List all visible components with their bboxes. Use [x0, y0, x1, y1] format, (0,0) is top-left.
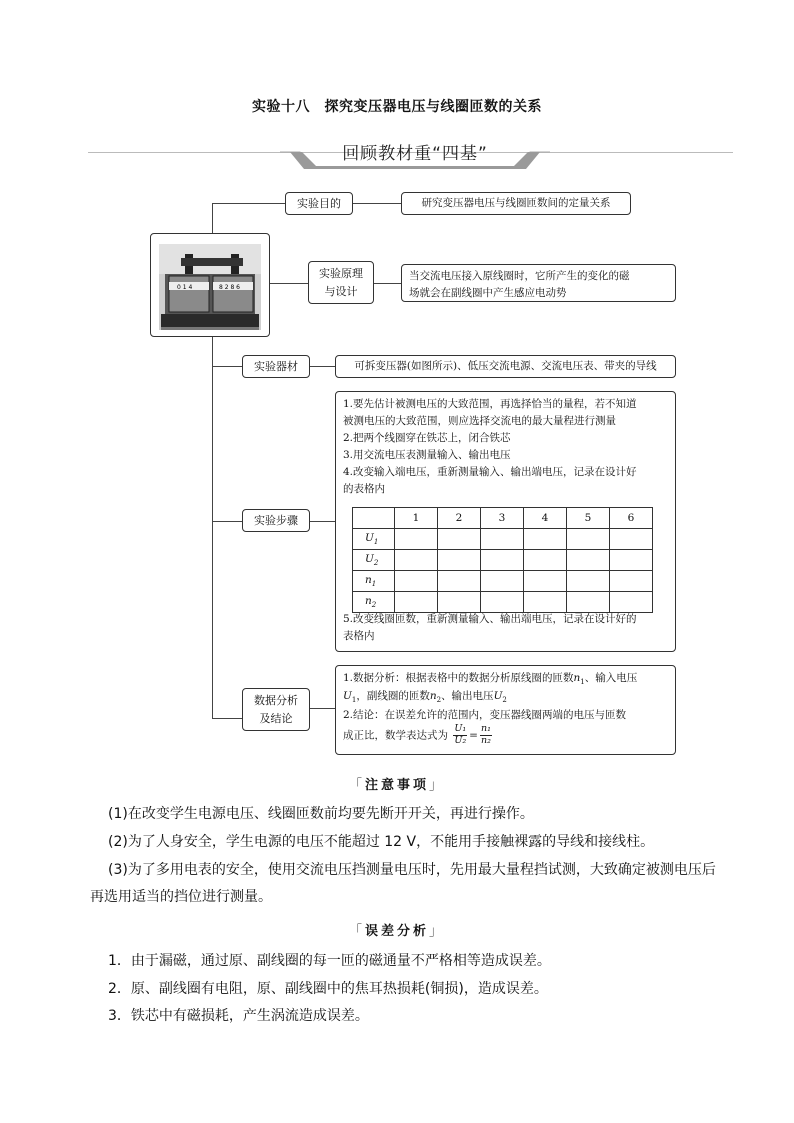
table-cell	[567, 571, 610, 592]
step-line: 被测电压的大致范围，则应选择交流电的最大量程进行测量	[343, 415, 616, 427]
table-cell	[610, 550, 653, 571]
table-row	[353, 571, 653, 592]
purpose-label: 实验目的	[285, 192, 353, 215]
steps-label: 实验步骤	[242, 509, 310, 532]
table-header-cell: 1	[395, 508, 438, 529]
step-line: 的表格内	[343, 483, 385, 495]
error-item: 3．铁芯中有磁损耗，产生涡流造成误差。	[108, 1008, 369, 1024]
tree-branch-principle	[270, 283, 308, 284]
table-cell	[481, 529, 524, 550]
analysis-label: 数据分析 及结论	[242, 688, 310, 731]
tree-branch-purpose	[212, 203, 285, 204]
table-header-cell: 3	[481, 508, 524, 529]
table-cell	[524, 571, 567, 592]
step-line: 2.把两个线圈穿在铁芯上，闭合铁芯	[343, 432, 511, 444]
notes-heading: 「注意事项」	[348, 778, 446, 793]
transformer-photo	[150, 233, 270, 337]
note-item: (2)为了人身安全，学生电源的电压不能超过 12 V，不能用手接触裸露的导线和接线柱。	[108, 834, 655, 850]
note-item: 再选用适当的挡位进行测量。	[90, 889, 272, 905]
purpose-content: 研究变压器电压与线圈匝数间的定量关系	[401, 192, 631, 215]
table-cell	[610, 592, 653, 613]
table-cell	[481, 550, 524, 571]
table-row	[353, 592, 653, 613]
doc-title: 实验十八 探究变压器电压与线圈匝数的关系	[252, 99, 542, 115]
photo-scale-left: 0 1 4	[177, 284, 193, 291]
table-header-cell: 6	[610, 508, 653, 529]
table-cell	[610, 571, 653, 592]
equipment-content: 可拆变压器(如图所示)、低压交流电源、交流电压表、带夹的导线	[335, 355, 676, 378]
row-label: $n_2$	[353, 592, 395, 613]
analysis-content	[335, 665, 676, 755]
banner-title: 回顾教材重“四基”	[342, 144, 488, 164]
analysis-line: 成正比，数学表达式为 $\frac{\text{U₁}}{\text{U₂}}$ = $\frac{\text{n₁}}{\text{n₂}}$	[343, 722, 491, 746]
table-header-cell	[353, 508, 395, 529]
link-principle	[373, 283, 401, 284]
tree-branch-analysis	[212, 718, 242, 719]
formula-equals: =	[469, 729, 478, 742]
row-label: $n_1$	[353, 571, 395, 592]
table-header-cell: 5	[567, 508, 610, 529]
table-cell	[395, 571, 438, 592]
step-line: 4.改变输入端电压，重新测量输入、输出端电压，记录在设计好	[343, 466, 637, 478]
link-purpose	[353, 203, 401, 204]
photo-scale-right: 8 2 8 6	[219, 284, 240, 291]
table-cell	[524, 550, 567, 571]
tree-branch-equipment	[212, 366, 242, 367]
analysis-line: 1.数据分析：根据表格中的数据分析原线圈的匝数$n_1$、输入电压	[343, 672, 638, 687]
table-cell	[567, 529, 610, 550]
error-item: 1．由于漏磁，通过原、副线圈的每一匝的磁通量不严格相等造成误差。	[108, 953, 551, 969]
transformer-illustration	[151, 234, 269, 336]
analysis-line: 2.结论：在误差允许的范围内，变压器线圈两端的电压与匝数	[343, 708, 627, 721]
table-cell	[438, 550, 481, 571]
table-header-cell: 2	[438, 508, 481, 529]
table-cell	[524, 529, 567, 550]
row-label: $U_2$	[353, 550, 395, 571]
link-steps	[310, 521, 335, 522]
table-cell	[395, 529, 438, 550]
link-equipment	[310, 366, 335, 367]
row-label: $U_1$	[353, 529, 395, 550]
table-cell	[481, 592, 524, 613]
step-line: 1.要先估计被测电压的大致范围，再选择恰当的量程，若不知道	[343, 398, 637, 410]
step-line: 3.用交流电压表测量输入、输出电压	[343, 449, 511, 461]
record-table	[352, 507, 653, 613]
table-cell	[610, 529, 653, 550]
equipment-label: 实验器材	[242, 355, 310, 378]
table-cell	[438, 529, 481, 550]
tree-branch-steps	[212, 521, 242, 522]
table-cell	[567, 592, 610, 613]
note-item: (3)为了多用电表的安全，使用交流电压挡测量电压时，先用最大量程挡试测，大致确定被测电压后	[108, 862, 716, 878]
principle-label: 实验原理 与设计	[308, 261, 374, 304]
table-cell	[438, 592, 481, 613]
step-line: 表格内	[343, 630, 375, 642]
table-row	[353, 529, 653, 550]
link-analysis	[310, 708, 335, 709]
table-header-cell: 4	[524, 508, 567, 529]
step-line: 5.改变线圈匝数，重新测量输入、输出端电压，记录在设计好的	[343, 613, 637, 625]
table-cell	[395, 550, 438, 571]
principle-content: 当交流电压接入原线圈时，它所产生的变化的磁 场就会在副线圈中产生感应电动势	[401, 264, 676, 302]
errors-heading: 「误差分析」	[348, 924, 446, 939]
note-item: (1)在改变学生电源电压、线圈匝数前均要先断开开关，再进行操作。	[108, 806, 534, 822]
table-cell	[567, 550, 610, 571]
table-cell	[524, 592, 567, 613]
table-row	[353, 550, 653, 571]
analysis-line: $U_1$，副线圈的匝数$n_2$、输出电压$U_2$	[343, 690, 507, 705]
error-item: 2．原、副线圈有电阻，原、副线圈中的焦耳热损耗(铜损)，造成误差。	[108, 981, 548, 997]
table-cell	[481, 571, 524, 592]
formula-ratio-u: $\frac{\text{U₁}}{\text{U₂}}$	[454, 722, 467, 746]
formula-ratio-n: $\frac{\text{n₁}}{\text{n₂}}$	[480, 722, 491, 746]
table-cell	[395, 592, 438, 613]
table-header-row	[353, 508, 653, 529]
table-cell	[438, 571, 481, 592]
